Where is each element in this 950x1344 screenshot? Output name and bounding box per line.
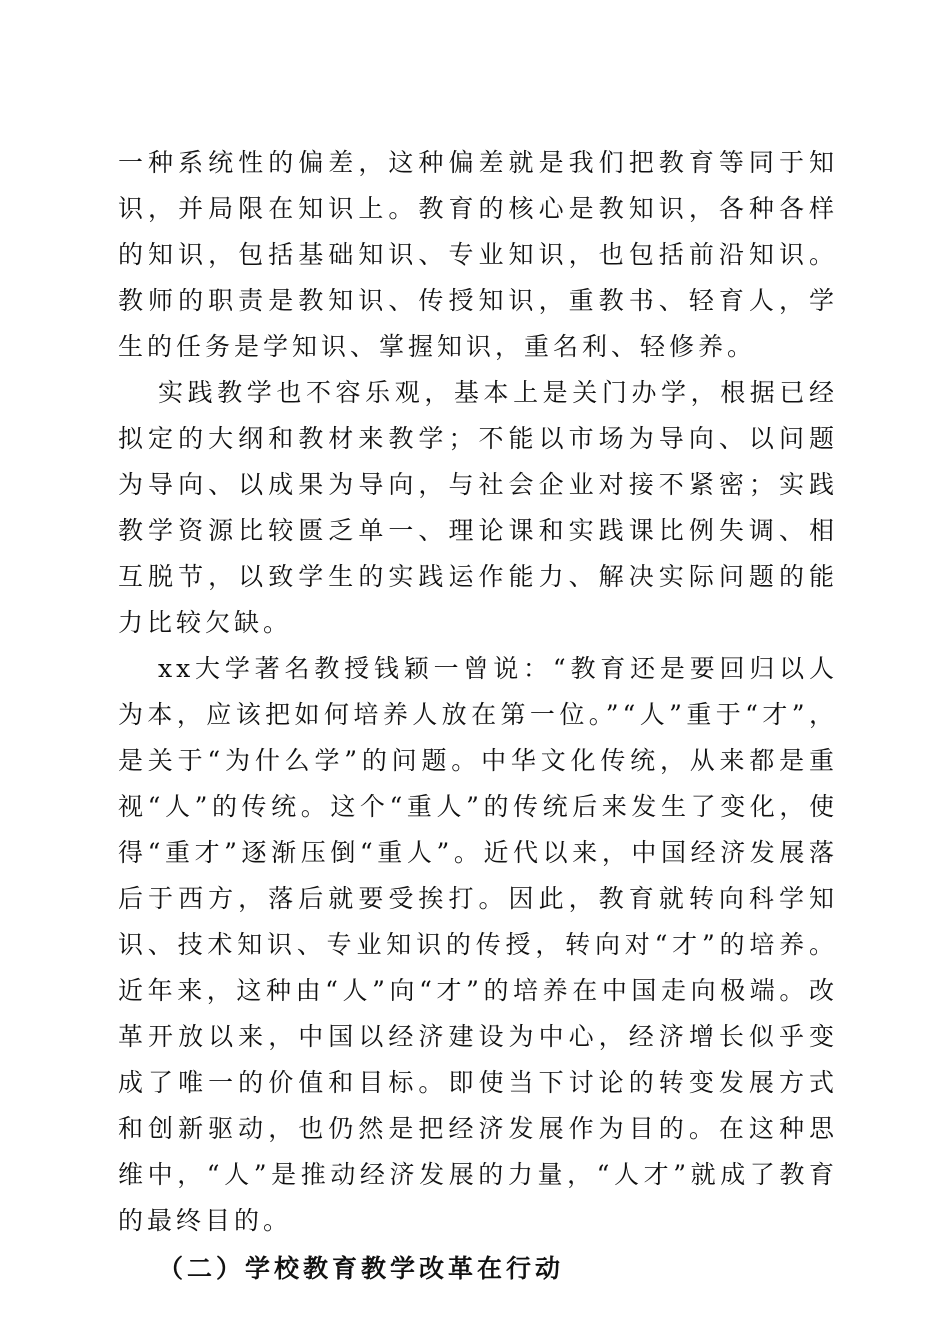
section-heading: （二）学校教育教学改革在行动	[158, 1254, 565, 1283]
document-body	[118, 140, 838, 1292]
paragraph-continuation: 一种系统性的偏差，这种偏差就是我们把教育等同于知识，并局限在知识上。教育的核心是教知识，各种各样的知识，包括基础知识、专业知识，也包括前沿知识。教师的职责是教知识、传授知识，重教书、轻育人，学生的任务是学知识、掌握知识，重名利、轻修养。	[118, 148, 838, 361]
paragraph-professor-quote: xx大学著名教授钱颖一曾说：“教育还是要回归以人为本，应该把如何培养人放在第一位。”“人”重于“才”，是关于“为什么学”的问题。中华文化传统，从来都是重视“人”的传统。这个“重人”的传统后来发生了变化，使得“重才”逐渐压倒“重人”。近代以来，中国经济发展落后于西方，落后就要受挨打。因此，教育就转向科学知识、技术知识、专业知识的传授，转向对“才”的培养。近年来，这种由“人”向“才”的培养在中国走向极端。改革开放以来，中国以经济建设为中心，经济增长似乎变成了唯一的价值和目标。即使当下讨论的转变发展方式和创新驱动，也仍然是把经济发展作为目的。在这种思维中，“人”是推动经济发展的力量，“人才”就成了教育的最终目的。	[118, 654, 838, 1235]
paragraph-practice-teaching: 实践教学也不容乐观，基本上是关门办学，根据已经拟定的大纲和教材来教学；不能以市场为导向、以问题为导向、以成果为导向，与社会企业对接不紧密；实践教学资源比较匮乏单一、理论课和实践课比例失调、相互脱节，以致学生的实践运作能力、解决实际问题的能力比较欠缺。	[118, 378, 838, 637]
